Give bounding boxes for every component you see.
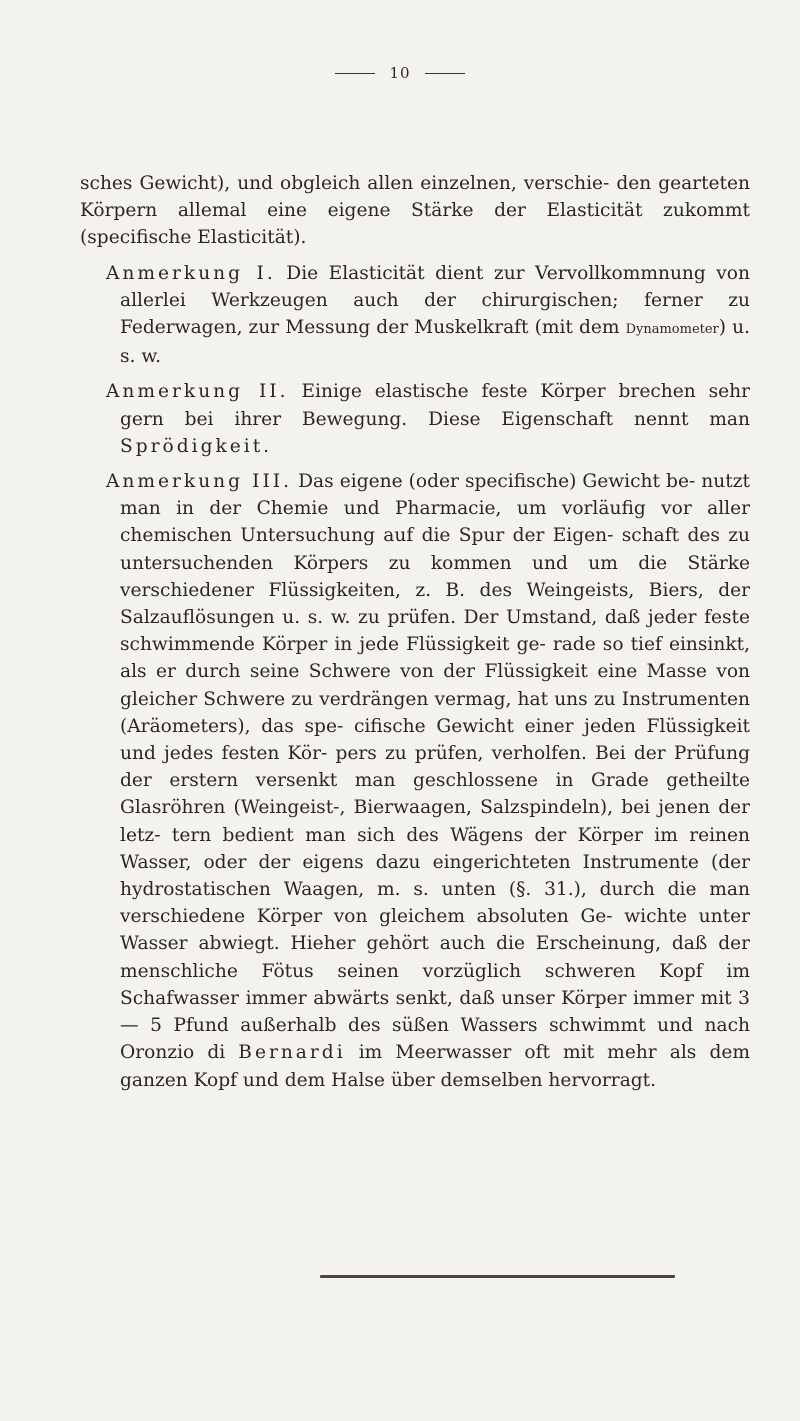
bottom-rule (320, 1275, 675, 1278)
note-2-text: Einige elastische feste Körper brechen sehr gern bei ihrer Bewegung. Diese Eigenschaft nennt man (120, 381, 750, 430)
page-header (0, 64, 800, 82)
header-left-rule (335, 73, 375, 74)
note-2 (80, 378, 750, 460)
note-3-label: Anmerkung III. (106, 471, 293, 493)
note-3-name: Bernardi (238, 1042, 346, 1064)
note-1-end: ) u. s. w. (120, 317, 750, 368)
note-3 (80, 468, 750, 1094)
note-2-term: Sprödigkeit. (120, 435, 273, 457)
note-3-text: Das eigene (oder specifische) Gewicht be- nutzt man in der Chemie und Pharmacie, um vorläufig vor aller chemischen Untersuchung auf die Spur der Eigen- schaft des zu untersuchenden Körpers zu kommen und um die Stärke verschiedener Flüssigkeiten, z. B. des Weingeists, Biers, der Salzauflösungen u. s. w. zu prüfen. Der Umstand, daß jeder feste schwimmende Körper in jede Flüssigkeit ge- rade so tief einsinkt, als er durch seine Schwere von der Flüssigkeit eine Masse von gleicher Schwere zu verdrängen vermag, hat uns zu Instrumenten (Aräometers), das spe- cifische Gewicht einer jeden Flüssigkeit und jedes festen Kör- pers zu prüfen, verholfen. Bei der Prüfung der erstern versenkt man geschlossene in Grade getheilte Glasröhren (Weingeist-, Bierwaagen, Salzspindeln), bei jenen der letz- tern bedient man sich des Wägens der Körper im reinen Wasser, oder der eigens dazu eingerichteten Instrumente (der hydrostatischen Waagen, m. s. unten (§. 31.), durch die man verschiedene Körper von gleichem absoluten Ge- wichte unter Wasser abwiegt. Hieher gehört auch die Erscheinung, daß der menschliche Fötus seinen vorzüglich schweren Kopf im Schafwasser immer abwärts senkt, daß unser Körper immer mit 3 — 5 Pfund außerhalb des süßen Wassers schwimmt und nach Oronzio di (120, 471, 751, 1064)
note-1-dynamometer: Dynamometer (625, 322, 719, 338)
note-3-end: im Meerwasser oft mit mehr als dem ganzen Kopf und dem Halse über demselben hervorragt. (120, 1042, 750, 1091)
note-1-text: Die Elasticität dient zur Vervollkommnung von allerlei Werkzeugen auch der chirurgischen; ferner zu Federwagen, zur Messung der Muskelkraft (mit dem (120, 262, 750, 339)
header-right-rule (425, 73, 465, 74)
note-2-label: Anmerkung II. (106, 381, 289, 403)
paragraph-continuation (80, 170, 750, 252)
page-number: 10 (389, 64, 411, 82)
note-1 (80, 260, 750, 371)
page-body (80, 170, 750, 1102)
paragraph-text: sches Gewicht), und obgleich allen einzelnen, verschie- den gearteten Körpern allemal eine eigene Stärke der Elasticität zukommt (specifische Elasticität). (80, 173, 750, 249)
note-1-label: Anmerkung I. (106, 262, 276, 284)
